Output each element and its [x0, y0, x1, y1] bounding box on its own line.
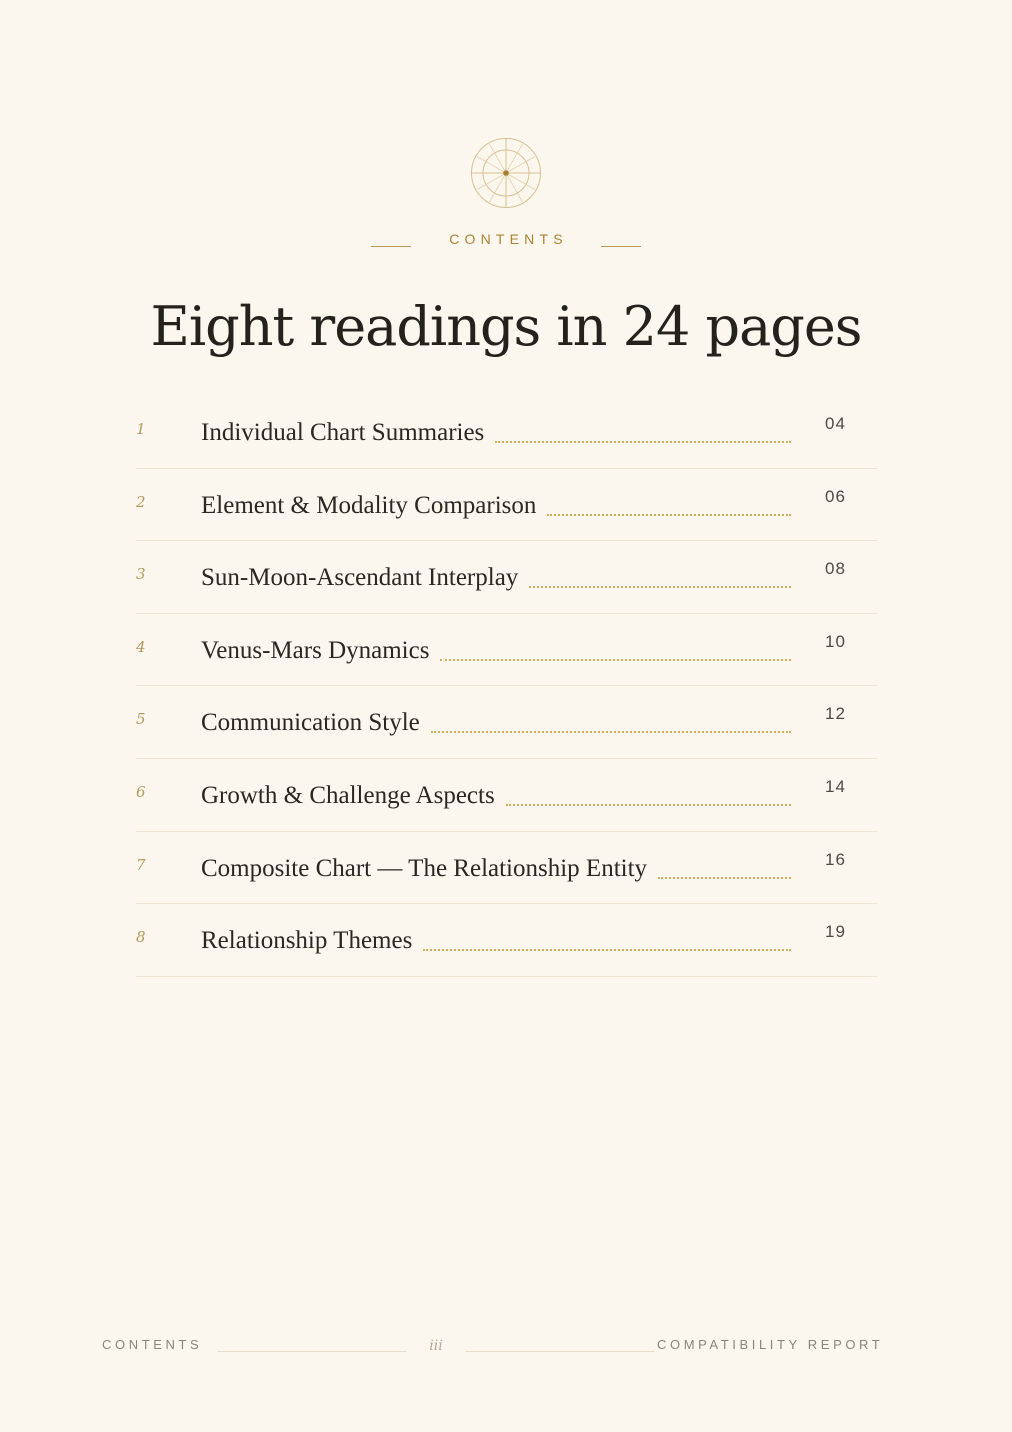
toc-item-number: 1 [136, 420, 146, 438]
toc-item-label: Communication Style [201, 709, 420, 737]
toc-item-page: 19 [825, 922, 846, 942]
toc-item[interactable] [136, 469, 877, 542]
toc-item-label: Venus-Mars Dynamics [201, 636, 430, 664]
toc-item-page: 08 [825, 559, 846, 579]
toc-item-number: 6 [136, 782, 146, 801]
table-of-contents [136, 396, 877, 977]
toc-item[interactable] [136, 904, 877, 977]
toc-item-label: Element & Modality Comparison [201, 491, 537, 519]
footer-rule-right [465, 1351, 655, 1352]
toc-leader-dots [495, 441, 791, 443]
toc-item-label: Composite Chart — The Relationship Entity [201, 854, 648, 882]
toc-item-number: 4 [136, 637, 146, 656]
toc-item-number: 8 [136, 928, 146, 947]
toc-item-main [201, 418, 791, 448]
toc-leader-dots [423, 949, 791, 951]
kicker-label: CONTENTS [449, 231, 568, 247]
toc-item-page: 10 [825, 631, 846, 651]
toc-item-page: 16 [825, 849, 846, 869]
toc-leader-dots [658, 877, 791, 879]
footer-page-number: iii [429, 1338, 443, 1354]
footer-rule-left [217, 1351, 407, 1352]
toc-item-label: Relationship Themes [201, 927, 413, 955]
toc-item-page: 06 [825, 486, 846, 506]
page-title: Eight readings in 24 pages [150, 295, 862, 358]
toc-item-main [201, 491, 791, 521]
toc-leader-dots [440, 659, 791, 661]
toc-leader-dots [529, 586, 791, 588]
toc-item[interactable] [136, 686, 877, 759]
toc-item[interactable] [136, 832, 877, 905]
toc-item-page: 04 [825, 414, 846, 433]
toc-item-label: Individual Chart Summaries [201, 419, 485, 446]
toc-item-main [201, 708, 791, 738]
toc-item[interactable] [136, 396, 877, 469]
toc-item-number: 3 [136, 565, 146, 584]
toc-item-main [201, 636, 791, 666]
toc-leader-dots [431, 731, 791, 733]
toc-item-number: 2 [136, 492, 146, 511]
toc-item[interactable] [136, 614, 877, 687]
toc-item[interactable] [136, 759, 877, 832]
toc-item-number: 5 [136, 710, 146, 729]
section-kicker [0, 228, 1012, 252]
kicker-rule-right [601, 246, 641, 247]
toc-leader-dots [547, 514, 791, 516]
footer-report-title: COMPATIBILITY REPORT [657, 1337, 884, 1352]
toc-item-main [201, 854, 791, 884]
toc-item-label: Growth & Challenge Aspects [201, 781, 495, 809]
toc-item-main [201, 781, 791, 811]
page-footer [0, 1334, 1012, 1360]
toc-item-label: Sun-Moon-Ascendant Interplay [201, 564, 519, 592]
footer-section-label: CONTENTS [102, 1337, 203, 1352]
toc-item-page: 12 [825, 704, 846, 724]
astrology-wheel-icon [470, 137, 542, 209]
toc-item-main [201, 926, 791, 956]
toc-leader-dots [506, 804, 791, 806]
toc-item-page: 14 [825, 776, 846, 796]
toc-item-main [201, 563, 791, 593]
toc-item[interactable] [136, 541, 877, 614]
toc-item-number: 7 [136, 855, 146, 874]
